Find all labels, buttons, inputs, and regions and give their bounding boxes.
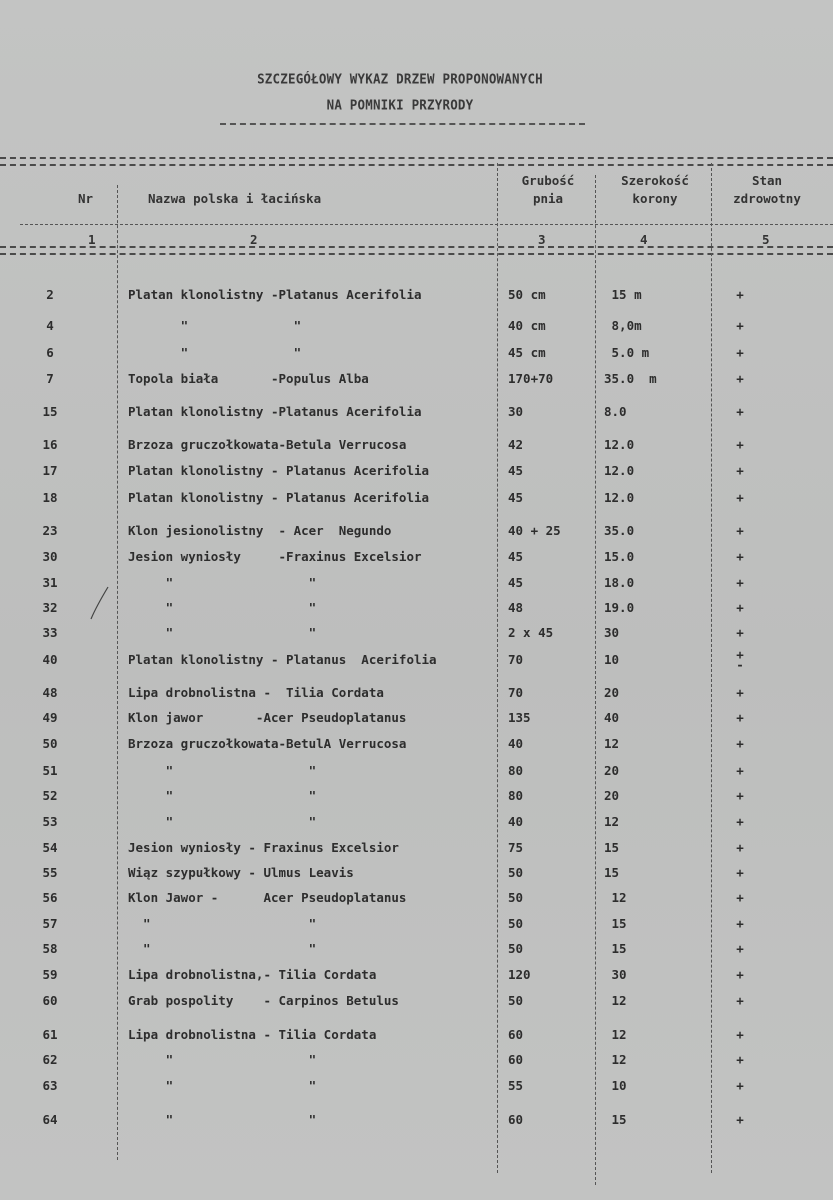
- row-thickness: 50: [508, 941, 524, 956]
- row-name: Jesion wyniosły - Fraxinus Excelsior: [128, 840, 399, 855]
- title-underline: [220, 123, 585, 125]
- row-name: Jesion wyniosły -Fraxinus Excelsior: [128, 549, 422, 564]
- table-row: [0, 402, 833, 422]
- row-thickness: 2 x 45: [508, 625, 554, 640]
- row-crown-width: 12.0: [604, 437, 635, 452]
- row-nr: 49: [42, 710, 58, 725]
- row-nr: 31: [42, 575, 58, 590]
- row-health: +: [736, 916, 744, 931]
- header-crown-width: [605, 172, 705, 208]
- row-name: Klon jawor -Acer Pseudoplatanus: [128, 710, 407, 725]
- row-crown-width: 12: [604, 814, 620, 829]
- row-thickness: 70: [508, 652, 524, 667]
- colnum-1: 1: [88, 232, 96, 247]
- row-name: " ": [128, 763, 317, 778]
- row-crown-width: 19.0: [604, 600, 635, 615]
- row-health: +: [736, 575, 744, 590]
- row-crown-width: 12.0: [604, 490, 635, 505]
- row-nr: 4: [46, 318, 54, 333]
- row-thickness: 60: [508, 1112, 524, 1127]
- row-crown-width: 15: [604, 916, 627, 931]
- table-row: [0, 461, 833, 481]
- row-crown-width: 15: [604, 1112, 627, 1127]
- table-row: [0, 761, 833, 781]
- row-health: + -: [736, 647, 744, 672]
- row-crown-width: 15: [604, 941, 627, 956]
- row-nr: 58: [42, 941, 58, 956]
- row-health: +: [736, 437, 744, 452]
- row-health: +: [736, 814, 744, 829]
- row-thickness: 120: [508, 967, 531, 982]
- row-crown-width: 20: [604, 763, 620, 778]
- row-name: Brzoza gruczołkowata-BetulA Verrucosa: [128, 736, 407, 751]
- row-crown-width: 35.0 m: [604, 371, 657, 386]
- table-row: [0, 573, 833, 593]
- row-nr: 52: [42, 788, 58, 803]
- row-health: +: [736, 1078, 744, 1093]
- table-row: [0, 647, 833, 672]
- row-nr: 18: [42, 490, 58, 505]
- row-crown-width: 35.0: [604, 523, 635, 538]
- row-name: Platan klonolistny - Platanus Acerifolia: [128, 463, 430, 478]
- row-nr: 50: [42, 736, 58, 751]
- table-row: [0, 812, 833, 832]
- table-row: [0, 285, 833, 305]
- row-crown-width: 15: [604, 865, 620, 880]
- row-thickness: 80: [508, 788, 524, 803]
- header-thickness-line1: Grubość: [521, 173, 575, 188]
- row-thickness: 50: [508, 890, 524, 905]
- row-health: +: [736, 736, 744, 751]
- row-health: +: [736, 865, 744, 880]
- row-nr: 56: [42, 890, 58, 905]
- row-name: Topola biała -Populus Alba: [128, 371, 369, 386]
- table-row: [0, 965, 833, 985]
- row-thickness: 50: [508, 993, 524, 1008]
- row-thickness: 48: [508, 600, 524, 615]
- row-health: +: [736, 941, 744, 956]
- row-crown-width: 18.0: [604, 575, 635, 590]
- row-thickness: 40: [508, 814, 524, 829]
- row-thickness: 45: [508, 575, 524, 590]
- row-crown-width: 12: [604, 993, 627, 1008]
- table-row: [0, 1076, 833, 1096]
- row-crown-width: 10: [604, 652, 620, 667]
- row-thickness: 55: [508, 1078, 524, 1093]
- row-nr: 40: [42, 652, 58, 667]
- row-nr: 16: [42, 437, 58, 452]
- table-row: [0, 521, 833, 541]
- row-name: " ": [128, 916, 317, 931]
- table-row: [0, 683, 833, 703]
- row-thickness: 60: [508, 1027, 524, 1042]
- row-nr: 63: [42, 1078, 58, 1093]
- table-row: [0, 623, 833, 643]
- table-row: [0, 1025, 833, 1045]
- row-health: +: [736, 318, 744, 333]
- table-row: [0, 1110, 833, 1130]
- row-thickness: 50: [508, 916, 524, 931]
- row-health: +: [736, 523, 744, 538]
- row-name: Lipa drobnolistna - Tilia Cordata: [128, 1027, 377, 1042]
- table-row: [0, 991, 833, 1011]
- row-name: " ": [128, 788, 317, 803]
- row-name: " ": [128, 345, 302, 360]
- row-thickness: 135: [508, 710, 531, 725]
- row-nr: 33: [42, 625, 58, 640]
- header-health-line1: Stan: [751, 173, 783, 188]
- row-health: +: [736, 890, 744, 905]
- row-health: +: [736, 1112, 744, 1127]
- row-health: +: [736, 1052, 744, 1067]
- row-nr: 30: [42, 549, 58, 564]
- row-crown-width: 15: [604, 840, 620, 855]
- row-name: " ": [128, 814, 317, 829]
- row-name: " ": [128, 1112, 317, 1127]
- row-nr: 61: [42, 1027, 58, 1042]
- header-thickness: [508, 172, 588, 208]
- row-name: Platan klonolistny -Platanus Acerifolia: [128, 404, 422, 419]
- row-thickness: 50 cm: [508, 287, 546, 302]
- row-health: +: [736, 404, 744, 419]
- row-thickness: 70: [508, 685, 524, 700]
- row-thickness: 45: [508, 490, 524, 505]
- row-nr: 54: [42, 840, 58, 855]
- row-thickness: 40 + 25: [508, 523, 561, 538]
- row-thickness: 42: [508, 437, 524, 452]
- row-name: Klon jesionolistny - Acer Negundo: [128, 523, 392, 538]
- row-name: " ": [128, 1078, 317, 1093]
- row-health: +: [736, 490, 744, 505]
- row-crown-width: 12: [604, 890, 627, 905]
- row-nr: 64: [42, 1112, 58, 1127]
- row-thickness: 60: [508, 1052, 524, 1067]
- colnum-double-rule: [0, 246, 833, 255]
- table-row: [0, 708, 833, 728]
- row-health: +: [736, 763, 744, 778]
- row-nr: 62: [42, 1052, 58, 1067]
- row-health: +: [736, 371, 744, 386]
- row-crown-width: 30: [604, 967, 627, 982]
- row-health: +: [736, 549, 744, 564]
- row-crown-width: 20: [604, 685, 620, 700]
- table-row: [0, 888, 833, 908]
- row-thickness: 45 cm: [508, 345, 546, 360]
- row-name: " ": [128, 1052, 317, 1067]
- row-crown-width: 8,0m: [604, 318, 642, 333]
- row-nr: 7: [46, 371, 54, 386]
- row-thickness: 170+70: [508, 371, 554, 386]
- row-nr: 55: [42, 865, 58, 880]
- row-crown-width: 8.0: [604, 404, 627, 419]
- row-nr: 53: [42, 814, 58, 829]
- colnum-5: 5: [762, 232, 770, 247]
- table-row: [0, 369, 833, 389]
- row-name: Grab pospolity - Carpinos Betulus: [128, 993, 399, 1008]
- row-thickness: 30: [508, 404, 524, 419]
- row-name: Platan klonolistny - Platanus Acerifolia: [128, 490, 430, 505]
- table-row: [0, 1050, 833, 1070]
- header-thickness-line2: pnia: [532, 191, 564, 206]
- row-thickness: 45: [508, 463, 524, 478]
- header-crown-line1: Szerokość: [621, 173, 689, 188]
- row-nr: 23: [42, 523, 58, 538]
- pencil-mark: [88, 585, 114, 621]
- table-row: [0, 343, 833, 363]
- row-crown-width: 12.0: [604, 463, 635, 478]
- row-crown-width: 12: [604, 1027, 627, 1042]
- row-name: " ": [128, 625, 317, 640]
- row-crown-width: 10: [604, 1078, 627, 1093]
- row-nr: 48: [42, 685, 58, 700]
- row-thickness: 40 cm: [508, 318, 546, 333]
- header-health-line2: zdrowotny: [733, 191, 801, 206]
- header-nr: Nr: [78, 191, 94, 206]
- row-name: " ": [128, 575, 317, 590]
- row-health: +: [736, 345, 744, 360]
- row-thickness: 40: [508, 736, 524, 751]
- row-crown-width: 30: [604, 625, 620, 640]
- table-top-double-rule: [0, 157, 833, 166]
- row-name: " ": [128, 600, 317, 615]
- header-crown-line2: korony: [632, 191, 678, 206]
- row-health: +: [736, 967, 744, 982]
- colnum-2: 2: [250, 232, 258, 247]
- table-row: [0, 316, 833, 336]
- document-title-line2: NA POMNIKI PRZYRODY: [326, 96, 474, 113]
- row-health: +: [736, 840, 744, 855]
- row-health: +: [736, 710, 744, 725]
- row-crown-width: 12: [604, 736, 620, 751]
- row-crown-width: 12: [604, 1052, 627, 1067]
- row-name: Platan klonolistny - Platanus Acerifolia: [128, 652, 437, 667]
- row-health: +: [736, 287, 744, 302]
- table-row: [0, 435, 833, 455]
- row-health: +: [736, 993, 744, 1008]
- table-row: [0, 598, 833, 618]
- row-name: " ": [128, 318, 302, 333]
- row-nr: 60: [42, 993, 58, 1008]
- table-row: [0, 838, 833, 858]
- row-health: +: [736, 600, 744, 615]
- row-thickness: 75: [508, 840, 524, 855]
- table-row: [0, 914, 833, 934]
- row-name: Klon Jawor - Acer Pseudoplatanus: [128, 890, 407, 905]
- row-nr: 32: [42, 600, 58, 615]
- colnum-4: 4: [640, 232, 648, 247]
- row-health: +: [736, 1027, 744, 1042]
- row-nr: 2: [46, 287, 54, 302]
- row-crown-width: 40: [604, 710, 620, 725]
- row-name: Wiąz szypułkowy - Ulmus Leavis: [128, 865, 354, 880]
- row-nr: 51: [42, 763, 58, 778]
- row-nr: 6: [46, 345, 54, 360]
- row-thickness: 50: [508, 865, 524, 880]
- table-row: [0, 734, 833, 754]
- row-crown-width: 15.0: [604, 549, 635, 564]
- row-name: Lipa drobnolistna,- Tilia Cordata: [128, 967, 377, 982]
- table-row: [0, 547, 833, 567]
- row-nr: 17: [42, 463, 58, 478]
- table-row: [0, 863, 833, 883]
- table-row: [0, 488, 833, 508]
- header-name: Nazwa polska i łacińska: [148, 191, 322, 206]
- document-title-line1: SZCZEGÓŁOWY WYKAZ DRZEW PROPONOWANYCH: [257, 70, 543, 87]
- row-name: Brzoza gruczołkowata-Betula Verrucosa: [128, 437, 407, 452]
- row-crown-width: 20: [604, 788, 620, 803]
- row-crown-width: 5.0 m: [604, 345, 650, 360]
- colnum-3: 3: [538, 232, 546, 247]
- row-health: +: [736, 463, 744, 478]
- row-name: Lipa drobnolistna - Tilia Cordata: [128, 685, 384, 700]
- row-nr: 57: [42, 916, 58, 931]
- row-health: +: [736, 685, 744, 700]
- header-health: [712, 172, 822, 208]
- row-health: +: [736, 625, 744, 640]
- row-nr: 59: [42, 967, 58, 982]
- table-row: [0, 939, 833, 959]
- row-thickness: 80: [508, 763, 524, 778]
- row-crown-width: 15 m: [604, 287, 642, 302]
- row-thickness: 45: [508, 549, 524, 564]
- row-name: " ": [128, 941, 317, 956]
- row-nr: 15: [42, 404, 58, 419]
- row-name: Platan klonolistny -Platanus Acerifolia: [128, 287, 422, 302]
- table-row: [0, 786, 833, 806]
- row-health: +: [736, 788, 744, 803]
